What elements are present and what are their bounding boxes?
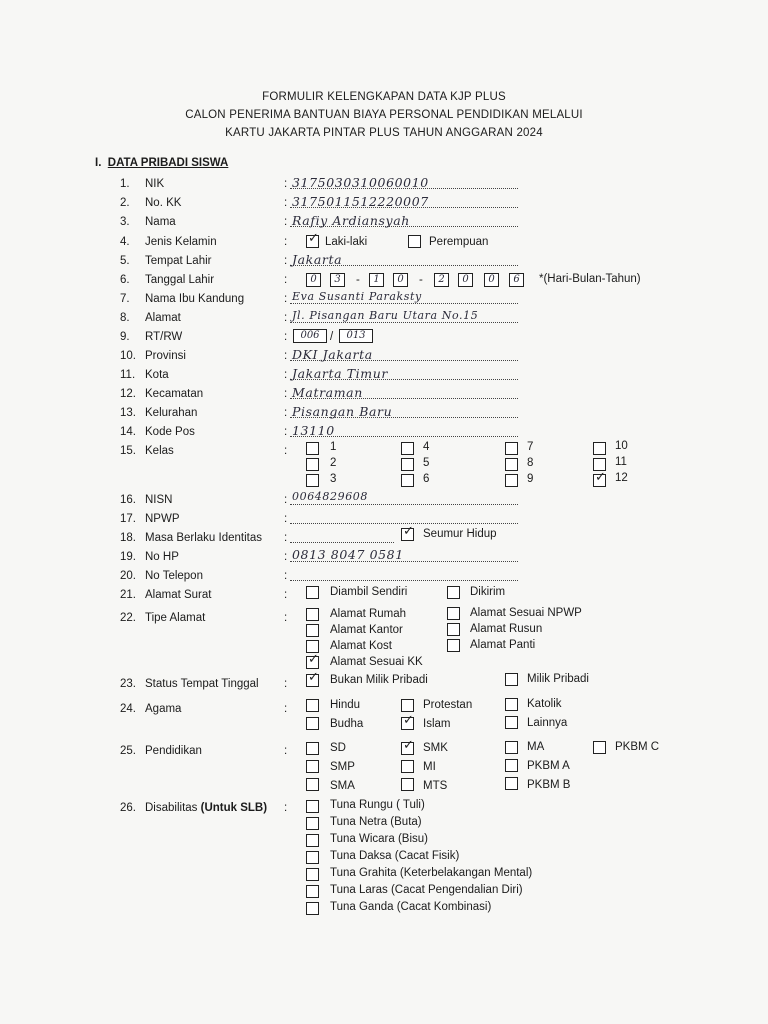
kota-label: Kota — [145, 369, 169, 381]
option-label: MI — [423, 761, 436, 773]
checkbox-protestan[interactable] — [401, 699, 414, 712]
nama-label: Nama — [145, 216, 176, 228]
option-label: SMA — [330, 780, 355, 792]
alamat-surat-label: Alamat Surat — [145, 589, 212, 601]
colon: : — [284, 551, 288, 563]
option-label: Perempuan — [429, 236, 489, 248]
option-label: Alamat Sesuai KK — [330, 656, 423, 668]
kecamatan-value[interactable]: Matraman — [292, 385, 363, 400]
section-number: I. — [95, 157, 102, 169]
date-digit-box[interactable]: 2 — [434, 273, 449, 287]
field-number: 19. — [120, 551, 136, 563]
tempat-lahir-label: Tempat Lahir — [145, 255, 212, 267]
option-label: 4 — [423, 441, 430, 453]
date-separator: - — [356, 274, 360, 286]
option-label: 11 — [615, 456, 627, 468]
agama-label: Agama — [145, 703, 182, 715]
field-number: 5. — [120, 255, 130, 267]
status-tinggal-label: Status Tempat Tinggal — [145, 678, 259, 690]
checkbox-milik-pribadi[interactable] — [505, 673, 518, 686]
option-label: 7 — [527, 441, 534, 453]
tipe-alamat-label: Tipe Alamat — [145, 612, 206, 624]
option-label: Tuna Grahita (Keterbelakangan Mental) — [330, 867, 533, 879]
checkbox-sma[interactable] — [306, 778, 319, 791]
rt-box[interactable]: 006 — [293, 329, 327, 343]
option-label: Alamat Rusun — [470, 623, 543, 635]
checkbox-mi[interactable] — [401, 760, 414, 773]
disabilitas-label-text: Disabilitas — [145, 802, 198, 814]
option-label: Alamat Kantor — [330, 624, 403, 636]
npwp-line[interactable] — [290, 512, 518, 524]
disabilitas-label-note: (Untuk SLB) — [200, 802, 268, 814]
option-label: 3 — [330, 473, 337, 485]
kodepos-label: Kode Pos — [145, 426, 195, 438]
checkbox-smp[interactable] — [306, 760, 319, 773]
option-label: 8 — [527, 457, 534, 469]
checkbox-tuna-wicara[interactable] — [306, 834, 319, 847]
checkmark-icon: ✓ — [595, 470, 606, 485]
colon: : — [284, 178, 288, 190]
checkmark-icon: ✓ — [308, 670, 319, 685]
option-label: MA — [527, 741, 545, 753]
hp-label: No HP — [145, 551, 179, 563]
nisn-label: NISN — [145, 494, 173, 506]
option-label: Alamat Panti — [470, 639, 536, 651]
option-label: 9 — [527, 473, 534, 485]
checkbox-smk[interactable] — [401, 738, 414, 755]
checkbox-alamat-sesuai-kk[interactable] — [306, 652, 319, 669]
field-number: 25. — [120, 745, 136, 757]
date-digit-box[interactable]: 3 — [330, 273, 345, 287]
colon: : — [284, 216, 288, 228]
nisn-value[interactable]: 0064829608 — [292, 490, 368, 503]
checkbox-bukan-milik-pribadi[interactable] — [306, 670, 319, 687]
date-digit-box[interactable]: 0 — [484, 273, 499, 287]
checkbox-kelas-3[interactable] — [306, 474, 319, 487]
checkbox-kelas-10[interactable] — [593, 442, 606, 455]
colon: : — [284, 678, 288, 690]
option-label: Tuna Laras (Cacat Pengendalian Diri) — [330, 884, 523, 896]
option-label: Laki-laki — [325, 236, 368, 248]
field-number: 7. — [120, 293, 130, 305]
field-number: 10. — [120, 350, 136, 362]
kk-label: No. KK — [145, 197, 182, 209]
option-label: SD — [330, 742, 346, 754]
colon: : — [284, 745, 288, 757]
colon: : — [284, 703, 288, 715]
colon: : — [284, 293, 288, 305]
colon: : — [284, 494, 288, 506]
nama-value[interactable]: Rafiy Ardiansyah — [292, 213, 410, 228]
checkmark-icon: ✓ — [403, 738, 414, 753]
checkbox-seumur-hidup[interactable] — [401, 524, 414, 541]
checkmark-icon: ✓ — [308, 231, 319, 246]
checkbox-tuna-grahita[interactable] — [306, 868, 319, 881]
checkbox-kelas-8[interactable] — [505, 458, 518, 471]
ibu-value[interactable]: Eva Susanti Paraksty — [292, 290, 422, 303]
section-title: DATA PRIBADI SISWA — [107, 157, 229, 169]
kota-value[interactable]: Jakarta Timur — [292, 366, 388, 381]
checkmark-icon: ✓ — [403, 524, 414, 539]
option-label: 10 — [615, 440, 628, 452]
checkbox-lainnya[interactable] — [505, 716, 518, 729]
field-number: 23. — [120, 678, 136, 690]
ibu-label: Nama Ibu Kandung — [145, 293, 245, 305]
checkbox-tuna-laras[interactable] — [306, 885, 319, 898]
field-number: 14. — [120, 426, 136, 438]
kodepos-value[interactable]: 13110 — [292, 423, 335, 438]
field-number: 17. — [120, 513, 136, 525]
checkbox-kelas-2[interactable] — [306, 458, 319, 471]
form-title-line1: FORMULIR KELENGKAPAN DATA KJP PLUS — [262, 91, 506, 103]
provinsi-label: Provinsi — [145, 350, 186, 362]
section-heading — [95, 157, 228, 169]
field-number: 9. — [120, 331, 130, 343]
option-label: Seumur Hidup — [423, 528, 497, 540]
checkbox-sd[interactable] — [306, 742, 319, 755]
npwp-label: NPWP — [145, 513, 180, 525]
checkbox-katolik[interactable] — [505, 698, 518, 711]
pendidikan-label: Pendidikan — [145, 745, 202, 757]
date-digit-box[interactable]: 0 — [306, 273, 321, 287]
colon: : — [284, 369, 288, 381]
date-separator: - — [419, 274, 423, 286]
kk-value[interactable]: 3175011512220007 — [292, 194, 429, 209]
field-number: 18. — [120, 532, 136, 544]
colon: : — [284, 570, 288, 582]
checkbox-tuna-ganda[interactable] — [306, 902, 319, 915]
colon: : — [284, 589, 288, 601]
checkbox-tuna-netra[interactable] — [306, 817, 319, 830]
field-number: 22. — [120, 612, 136, 624]
checkbox-pkbm-a[interactable] — [505, 759, 518, 772]
date-digit-box[interactable]: 1 — [369, 273, 384, 287]
option-label: PKBM C — [615, 741, 660, 753]
option-label: Alamat Kost — [330, 640, 392, 652]
checkmark-icon: ✓ — [308, 652, 319, 667]
colon: : — [284, 350, 288, 362]
checkbox-tuna-daksa[interactable] — [306, 851, 319, 864]
date-format-note: *(Hari-Bulan-Tahun) — [539, 273, 641, 285]
checkbox-alamat-rusun[interactable] — [447, 623, 460, 636]
option-label: PKBM A — [527, 760, 570, 772]
jk-label: Jenis Kelamin — [145, 236, 217, 248]
colon: : — [284, 236, 288, 248]
checkbox-kelas-5[interactable] — [401, 458, 414, 471]
provinsi-value[interactable]: DKI Jakarta — [292, 347, 373, 362]
option-label: Milik Pribadi — [527, 673, 589, 685]
checkbox-pkbm-b[interactable] — [505, 777, 518, 790]
field-number: 16. — [120, 494, 136, 506]
option-label: Tuna Rungu ( Tuli) — [330, 799, 425, 811]
alamat-value[interactable]: Jl. Pisangan Baru Utara No.15 — [292, 309, 479, 322]
option-label: Lainnya — [527, 717, 568, 729]
option-label: Alamat Sesuai NPWP — [470, 607, 582, 619]
colon: : — [284, 312, 288, 324]
option-label: Tuna Netra (Buta) — [330, 816, 422, 828]
option-label: SMP — [330, 761, 355, 773]
date-digit-box[interactable]: 0 — [458, 273, 473, 287]
tanggal-lahir-label: Tanggal Lahir — [145, 274, 215, 286]
option-label: Tuna Wicara (Bisu) — [330, 833, 428, 845]
option-label: Protestan — [423, 699, 473, 711]
option-label: Bukan Milik Pribadi — [330, 674, 428, 686]
nik-label: NIK — [145, 178, 165, 190]
option-label: 6 — [423, 473, 430, 485]
option-label: Katolik — [527, 698, 562, 710]
checkbox-budha[interactable] — [306, 717, 319, 730]
telepon-label: No Telepon — [145, 570, 203, 582]
checkbox-dikirim[interactable] — [447, 586, 460, 599]
colon: : — [284, 513, 288, 525]
checkbox-islam[interactable] — [401, 713, 414, 730]
colon: : — [284, 331, 288, 343]
option-label: 2 — [330, 457, 337, 469]
checkbox-mts[interactable] — [401, 778, 414, 791]
checkbox-kelas-12[interactable] — [593, 470, 606, 487]
field-number: 21. — [120, 589, 136, 601]
tempat-lahir-value[interactable]: Jakarta — [292, 252, 343, 267]
checkbox-hindu[interactable] — [306, 699, 319, 712]
masa-label: Masa Berlaku Identitas — [145, 532, 262, 544]
checkbox-kelas-1[interactable] — [306, 442, 319, 455]
rtrw-separator: / — [330, 331, 334, 343]
field-number: 13. — [120, 407, 136, 419]
option-label: Alamat Rumah — [330, 608, 407, 620]
masa-line — [290, 531, 394, 543]
checkbox-alamat-panti[interactable] — [447, 639, 460, 652]
field-number: 11. — [120, 369, 136, 381]
hp-value[interactable]: 0813 8047 0581 — [292, 547, 404, 562]
option-label: Budha — [330, 718, 364, 730]
date-digit-box[interactable]: 6 — [509, 273, 524, 287]
field-number: 20. — [120, 570, 136, 582]
option-label: Tuna Ganda (Cacat Kombinasi) — [330, 901, 492, 913]
colon: : — [284, 426, 288, 438]
checkbox-ma[interactable] — [505, 741, 518, 754]
field-number: 12. — [120, 388, 136, 400]
field-number: 26. — [120, 802, 136, 814]
disabilitas-label — [145, 802, 267, 814]
field-number: 15. — [120, 445, 136, 457]
checkmark-icon: ✓ — [403, 713, 414, 728]
rw-box[interactable]: 013 — [339, 329, 373, 343]
telepon-line[interactable] — [290, 569, 518, 581]
kelurahan-value[interactable]: Pisangan Baru — [292, 404, 393, 419]
colon: : — [284, 388, 288, 400]
checkbox-kelas-4[interactable] — [401, 442, 414, 455]
option-label: Islam — [423, 718, 451, 730]
colon: : — [284, 532, 288, 544]
option-label: 5 — [423, 457, 430, 469]
nik-value[interactable]: 3175030310060010 — [292, 175, 429, 190]
checkbox-tuna-rungu[interactable] — [306, 800, 319, 813]
form-title-line3: KARTU JAKARTA PINTAR PLUS TAHUN ANGGARAN 2024 — [225, 127, 543, 139]
checkbox-diambil-sendiri[interactable] — [306, 586, 319, 599]
colon: : — [284, 445, 288, 457]
checkbox-perempuan[interactable] — [408, 235, 421, 248]
colon: : — [284, 802, 288, 814]
colon: : — [284, 274, 288, 286]
alamat-label: Alamat — [145, 312, 181, 324]
option-label: 12 — [615, 472, 628, 484]
option-label: Dikirim — [470, 586, 506, 598]
colon: : — [284, 197, 288, 209]
option-label: Diambil Sendiri — [330, 586, 408, 598]
colon: : — [284, 255, 288, 267]
field-number: 1. — [120, 178, 130, 190]
kelurahan-label: Kelurahan — [145, 407, 198, 419]
option-label: MTS — [423, 780, 448, 792]
checkbox-alamat-kantor[interactable] — [306, 624, 319, 637]
field-number: 8. — [120, 312, 130, 324]
field-number: 3. — [120, 216, 130, 228]
field-number: 4. — [120, 236, 130, 248]
form-title-line2: CALON PENERIMA BANTUAN BIAYA PERSONAL PENDIDIKAN MELALUI — [185, 109, 583, 121]
option-label: PKBM B — [527, 779, 571, 791]
colon: : — [284, 612, 288, 624]
checkbox-pkbm-c[interactable] — [593, 741, 606, 754]
kecamatan-label: Kecamatan — [145, 388, 204, 400]
option-label: SMK — [423, 742, 448, 754]
checkbox-alamat-rumah[interactable] — [306, 608, 319, 621]
option-label: 1 — [330, 441, 337, 453]
colon: : — [284, 407, 288, 419]
field-number: 6. — [120, 274, 130, 286]
checkbox-kelas-7[interactable] — [505, 442, 518, 455]
field-number: 24. — [120, 703, 136, 715]
option-label: Tuna Daksa (Cacat Fisik) — [330, 850, 460, 862]
option-label: Hindu — [330, 699, 361, 711]
rtrw-label: RT/RW — [145, 331, 183, 343]
kelas-label: Kelas — [145, 445, 174, 457]
checkbox-alamat-sesuai-npwp[interactable] — [447, 607, 460, 620]
date-digit-box[interactable]: 0 — [393, 273, 408, 287]
checkbox-kelas-6[interactable] — [401, 474, 414, 487]
checkbox-kelas-9[interactable] — [505, 474, 518, 487]
checkbox-laki-laki[interactable] — [306, 231, 319, 248]
field-number: 2. — [120, 197, 130, 209]
